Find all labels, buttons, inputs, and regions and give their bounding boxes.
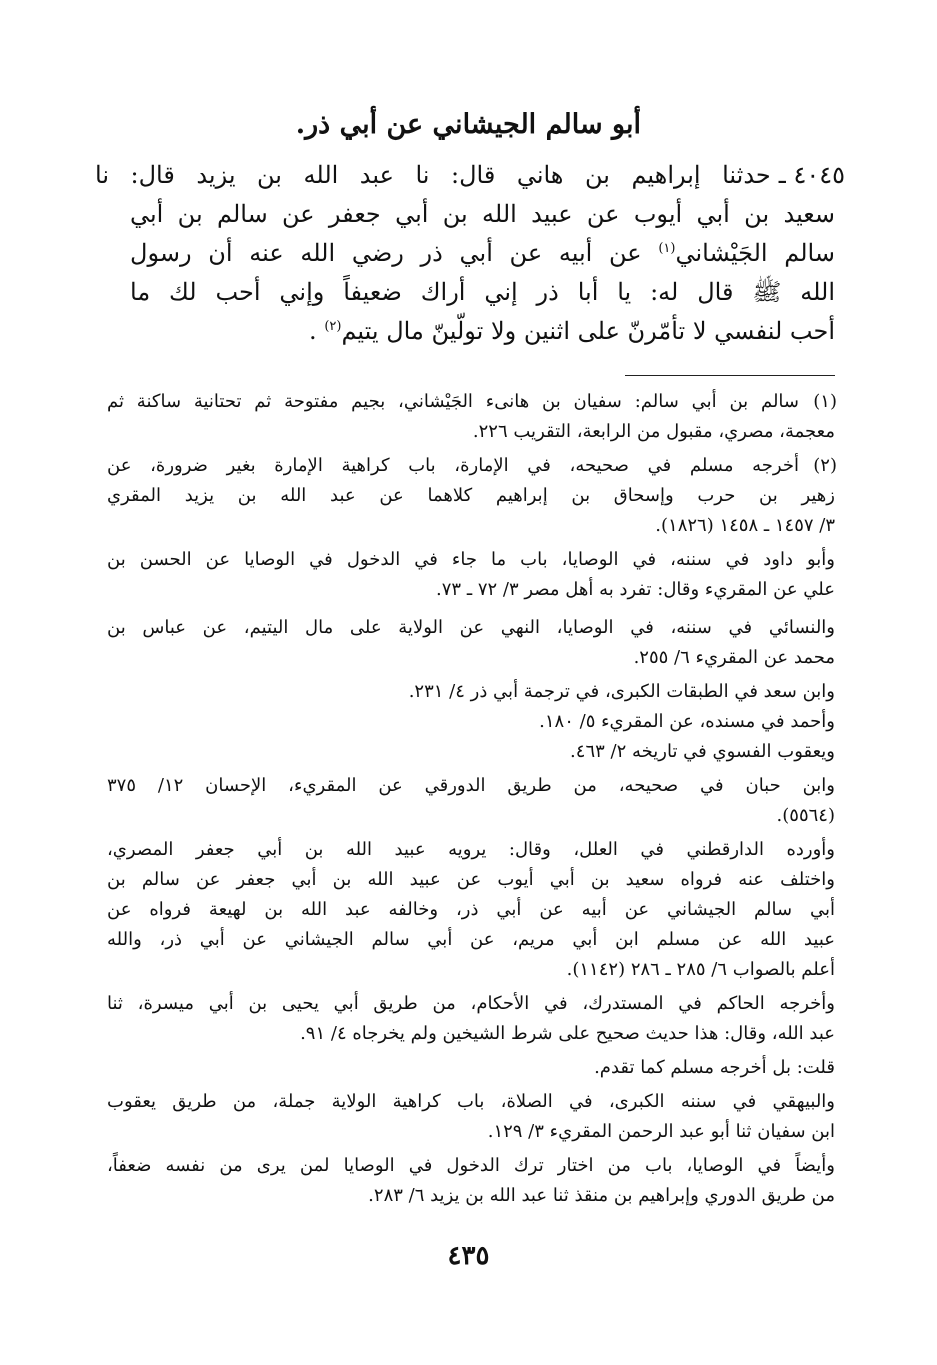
footnote-line: وأبو داود في سننه، في الوصايا، باب ما جاء في الدخول في الوصايا عن الحسن بن (107, 549, 835, 570)
footnote-line: ابن سفيان ثنا أبو عبد الرحمن المقريء ٣/ ١٢٩. (487, 1121, 835, 1142)
footnote-line: عبيد الله عن مسلم ابن أبي مريم، عن أبي سالم الجيشاني عن أبي ذر، والله (107, 929, 835, 950)
hadith-line: أحب لنفسي لا تأمّرنّ على اثنين ولا تولّينّ مال يتيم$^{(٢)}$ . (309, 317, 835, 345)
page-number: ٤٣٥ (447, 1241, 490, 1271)
hadith-line: سعيد بن أبي أيوب عن عبيد الله بن أبي جعفر عن سالم بن أبي (130, 200, 835, 228)
footnote-line: والبيهقي في سننه الكبرى، في الصلاة، باب كراهية الولاية جملة، من طريق يعقوب (107, 1091, 835, 1112)
footnote-line: محمد عن المقريء ٦/ ٢٥٥. (633, 647, 835, 668)
footnote-line: معجمة، مصري، مقبول من الرابعة، التقريب ٢٢٦. (472, 421, 835, 442)
footnote-line: وأيضاً في الوصايا، باب من اختار ترك الدخول في الوصايا لمن يرى من نفسه ضعفاً، (107, 1155, 835, 1176)
footnote-line: من طريق الدوري وإبراهيم بن منقذ ثنا عبد الله بن يزيد ٦/ ٢٨٣. (368, 1185, 835, 1206)
footnote-line: أبي سالم الجيشاني عن أبيه عن أبي ذر، وخالفه عبد الله بن لهيعة فرواه عن (107, 899, 835, 920)
footnote-line: سالم بن أبي سالم: سفيان بن هانىء الجَيْشاني، بجيم مفتوحة ثم تحتانية ساكنة ثم (107, 391, 799, 412)
hadith-line: ٤٠٤٥ ـحدثنا إبراهيم بن هاني قال: نا عبد الله بن يزيد قال: نا (95, 157, 845, 193)
footnote-line: وأخرجه الحاكم في المستدرك، في الأحكام، من طريق أبي يحيى بن أبي ميسرة، ثنا (107, 993, 835, 1014)
hadith-number: ٤٠٤٥ ـ (778, 161, 845, 189)
footnote-line: علي عن المقريء وقال: تفرد به أهل مصر ٣/ ٧٢ ـ ٧٣. (436, 579, 835, 600)
footnote-line: وأحمد في مسنده، عن المقريء ٥/ ١٨٠. (539, 711, 835, 732)
footnote-line: والنسائي في سننه، في الوصايا، النهي عن الولاية على مال اليتيم، عن عباس بن (107, 617, 835, 638)
footnote-line: وأورده الدارقطني في العلل، وقال: يرويه عبيد الله بن أبي جعفر المصري، (107, 839, 835, 860)
hadith-line: الله ﷺ قال له: يا أبا ذر إني أراك ضعيفاً وإني أحب لك ما (130, 278, 835, 306)
footnote-line: ويعقوب الفسوي في تاريخه ٢/ ٤٦٣. (570, 741, 835, 762)
footnote-ref: (٢) (324, 319, 342, 334)
footnote-separator (625, 375, 835, 376)
footnote-line: أعلم بالصواب ٦/ ٢٨٥ ـ ٢٨٦ (١١٤٢). (566, 959, 835, 980)
footnote-ref: (١) (658, 241, 676, 256)
section-heading: أبو سالم الجيشاني عن أبي ذر. (295, 109, 641, 140)
footnote-line: زهير بن حرب وإسحاق بن إبراهيم كلاهما عن عبد الله بن يزيد المقري (107, 485, 835, 506)
footnote-marker: (٢) (813, 455, 837, 476)
footnote-line: عبد الله، وقال: هذا حديث صحيح على شرط الشيخين ولم يخرجاه ٤/ ٩١. (300, 1023, 835, 1044)
footnote-line: أخرجه مسلم في صحيحه، في الإمارة، باب كراهية الإمارة بغير ضرورة، عن (107, 455, 799, 476)
footnote-line: (٥٥٦٤). (776, 805, 835, 826)
footnote-marker: (١) (813, 391, 837, 412)
footnote-line: قلت: بل أخرجه مسلم كما تقدم. (594, 1057, 835, 1078)
footnote-line: ٣/ ١٤٥٧ ـ ١٤٥٨ (١٨٢٦). (655, 515, 835, 536)
footnote-line: وابن سعد في الطبقات الكبرى، في ترجمة أبي ذر ٤/ ٢٣١. (408, 681, 835, 702)
hadith-line: سالم الجَيْشاني$^{(١)}$ عن أبيه عن أبي ذر رضي الله عنه أن رسول (130, 239, 835, 267)
footnote-line: وابن حبان في صحيحه، من طريق الدورقي عن المقريء، الإحسان ١٢/ ٣٧٥ (107, 775, 836, 796)
footnote-line: واختلف عنه فرواه سعيد بن أبي أيوب عن عبيد الله بن أبي جعفر عن سالم بن (107, 869, 835, 890)
